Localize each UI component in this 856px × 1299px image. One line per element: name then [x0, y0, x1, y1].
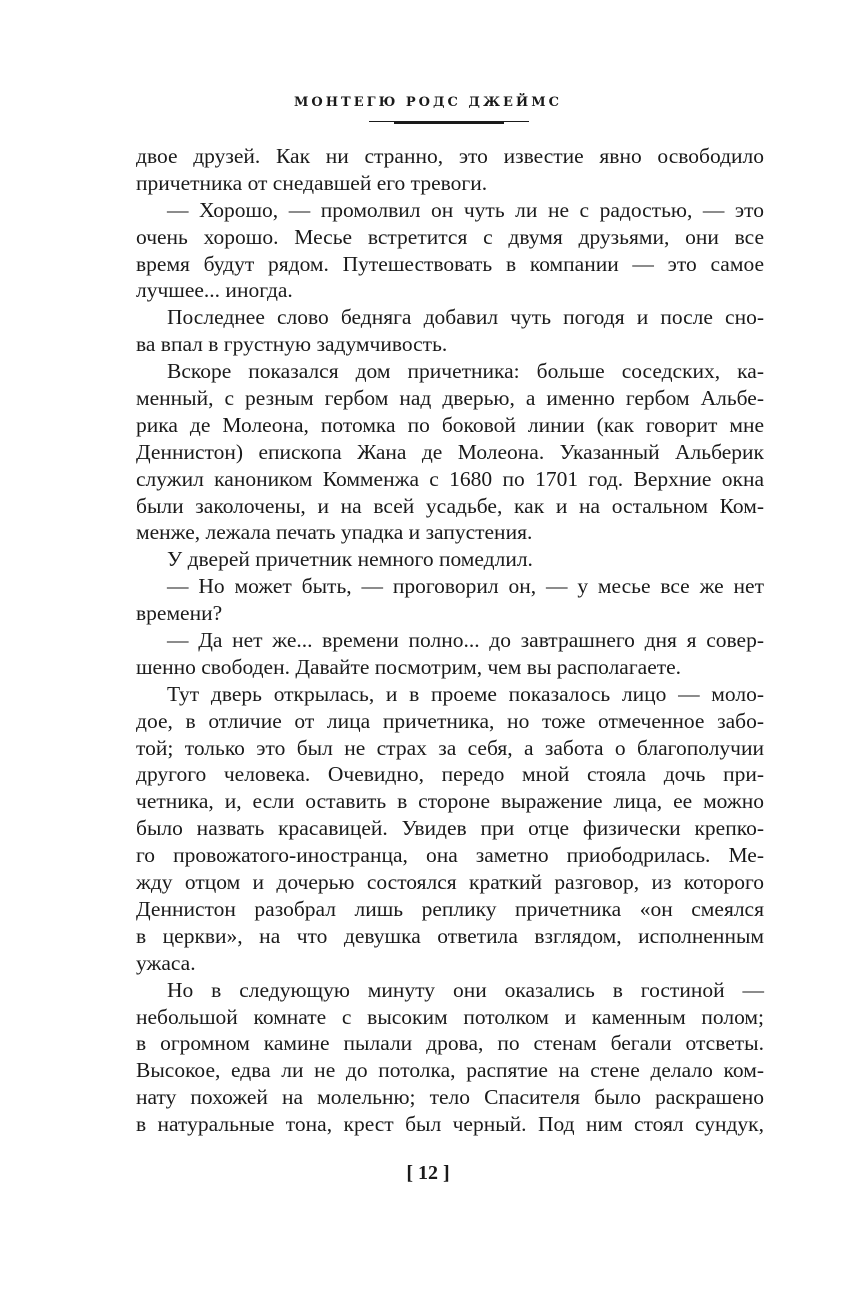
body-text: [136, 143, 764, 1138]
text-line: служил каноником Комменжа с 1680 по 1701 год. Верхние окна: [136, 466, 764, 491]
text-line: четника, и, если оставить в стороне выражение лица, ее можно: [136, 789, 764, 814]
text-line: лучшее... иногда.: [136, 278, 293, 303]
text-line: двое друзей. Как ни странно, это известие явно освободило: [136, 144, 764, 168]
text-line: в огромном камине пылали дрова, по стенам бегали отсветы.: [136, 1031, 764, 1056]
text-line: — Да нет же... времени полно... до завтрашнего дня я совер-: [167, 628, 764, 653]
running-head: МОНТЕГЮ РОДС ДЖЕЙМС: [294, 95, 562, 110]
text-line: другого человека. Очевидно, передо мной стояла дочь при-: [136, 762, 764, 787]
text-line: жду отцом и дочерью состоялся краткий разговор, из которого: [136, 870, 764, 895]
text-line: причетника от снедавшей его тревоги.: [136, 170, 488, 195]
header-rule-accent: [394, 121, 504, 124]
text-line: нату похожей на молельню; тело Спасителя было раскрашено: [136, 1085, 764, 1110]
text-line: в церкви», на что девушка ответила взглядом, исполненным: [136, 923, 764, 948]
text-line: рика де Молеона, потомка по боковой линии (как говорит мне: [136, 412, 764, 437]
text-line: ужаса.: [136, 950, 196, 975]
text-line: Но в следующую минуту они оказались в гостиной —: [167, 977, 764, 1002]
text-line: в натуральные тона, крест был черный. Под ним стоял сундук,: [136, 1112, 764, 1137]
text-line: Высокое, едва ли не до потолка, распятие на стене делало ком-: [136, 1058, 764, 1083]
text-line: очень хорошо. Месье встретится с двумя друзьями, они все: [136, 224, 764, 249]
text-line: время будут рядом. Путешествовать в компании — это самое: [136, 251, 764, 276]
text-line: У дверей причетник немного помедлил.: [167, 547, 533, 572]
text-line: Вскоре показался дом причетника: больше соседских, ка-: [167, 359, 764, 384]
text-line: дое, в отличие от лица причетника, но тоже отмеченное забо-: [136, 708, 764, 733]
text-line: небольшой комнате с высоким потолком и каменным полом;: [136, 1004, 764, 1029]
text-line: го провожатого-иностранца, она заметно приободрилась. Ме-: [136, 843, 764, 868]
text-line: менный, с резным гербом над дверью, а именно гербом Альбе-: [136, 386, 764, 411]
page-number: [ 12 ]: [406, 1162, 450, 1184]
text-line: Последнее слово бедняга добавил чуть погодя и после сно-: [167, 305, 764, 330]
text-line: было назвать красавицей. Увидев при отце физически крепко-: [136, 816, 764, 841]
text-line: времени?: [136, 601, 223, 626]
text-line: Деннистон) епископа Жана де Молеона. Указанный Альберик: [136, 439, 764, 464]
text-line: менже, лежала печать упадка и запустения.: [136, 520, 533, 545]
text-line: Тут дверь открылась, и в проеме показалось лицо — моло-: [167, 681, 764, 706]
text-line: были заколочены, и на всей усадьбе, как и на остальном Ком-: [136, 493, 764, 518]
text-line: Деннистон разобрал лишь реплику причетника «он смеялся: [136, 896, 764, 921]
text-line: ва впал в грустную задумчивость.: [136, 332, 448, 357]
text-line: — Хорошо, — промолвил он чуть ли не с радостью, — это: [167, 197, 764, 222]
text-line: той; только это был не страх за себя, а забота о благополучии: [136, 735, 764, 760]
text-line: шенно свободен. Давайте посмотрим, чем вы располагаете.: [136, 654, 682, 679]
text-line: — Но может быть, — проговорил он, — у месье все же нет: [167, 574, 764, 599]
